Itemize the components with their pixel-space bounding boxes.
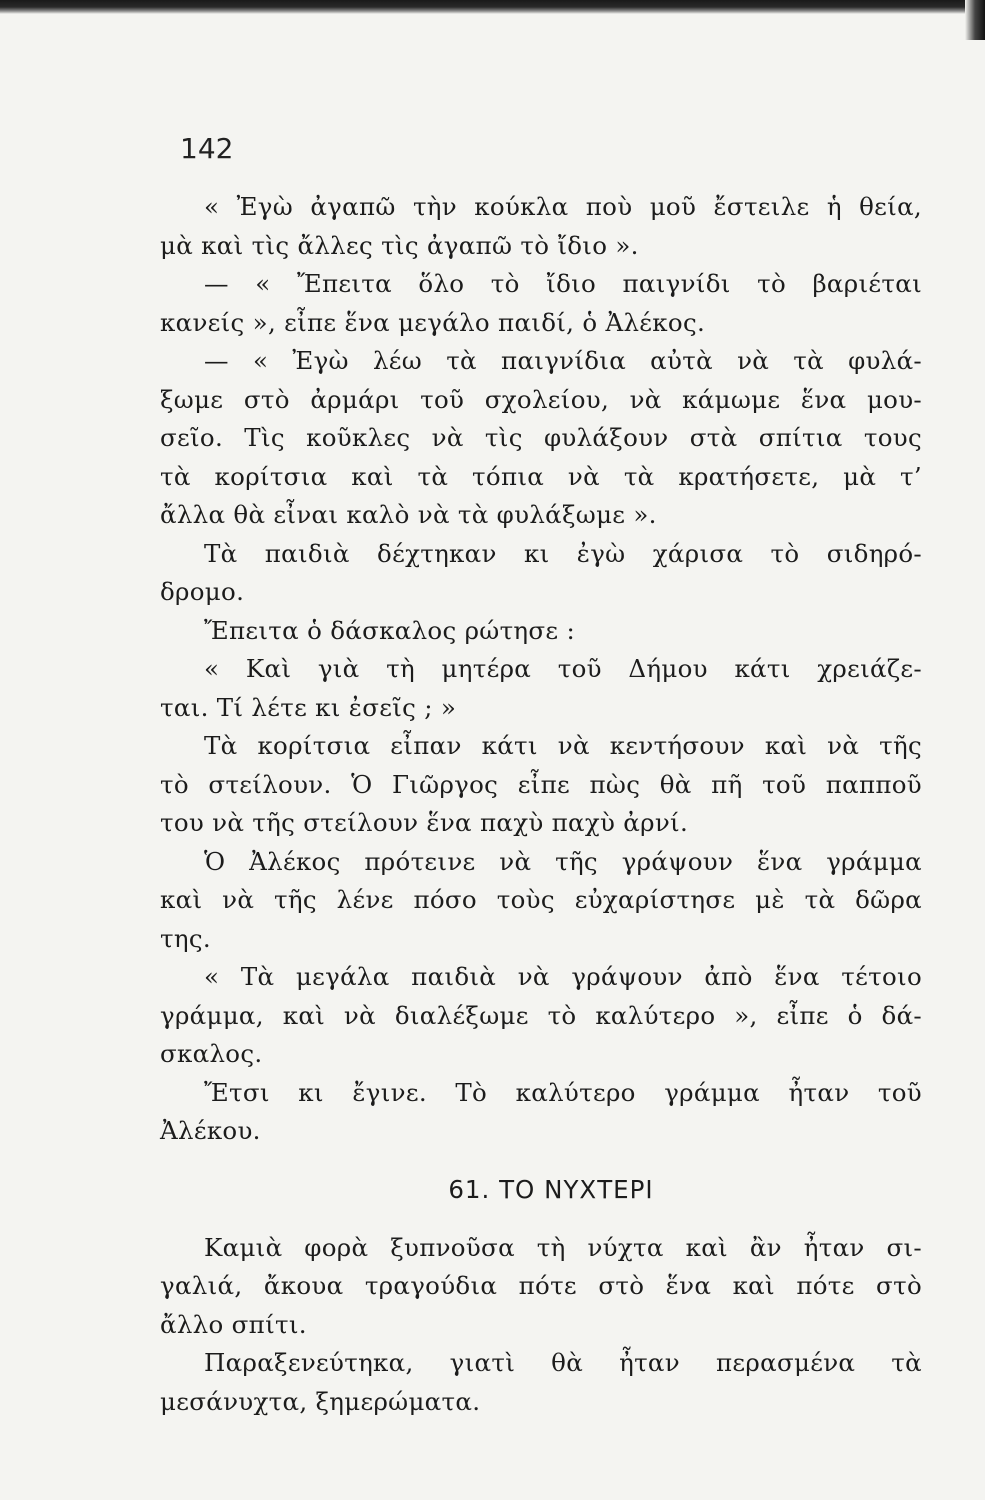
text-line: καὶ νὰ τῆς λένε πόσο τοὺς εὐχαρίστησε μὲ τὰ δῶρα — [160, 885, 922, 914]
text-line: γαλιά, ἄκουα τραγούδια πότε στὸ ἕνα καὶ πότε στὸ — [160, 1271, 922, 1300]
text-line: « Ἐγὼ ἀγαπῶ τὴν κούκλα ποὺ μοῦ ἔστειλε ἡ θεία, — [204, 192, 922, 221]
text-line: Ὁ Ἀλέκος πρότεινε νὰ τῆς γράψουν ἕνα γράμμα — [204, 846, 922, 876]
text-line: Ἀλέκου. — [160, 1116, 261, 1145]
text-line: ται. Τί λέτε κι ἐσεῖς ; » — [160, 692, 457, 722]
page-number: 142 — [180, 132, 234, 165]
text-line: σκαλος. — [160, 1039, 263, 1068]
text-line: Τὰ παιδιὰ δέχτηκαν κι ἐγὼ χάρισα τὸ σιδηρό- — [204, 538, 922, 568]
text-line: — « Ἔπειτα ὅλο τὸ ἴδιο παιγνίδι τὸ βαριέται — [204, 269, 922, 298]
chapter-body — [160, 1229, 922, 1422]
text-line: ἄλλο σπίτι. — [160, 1309, 307, 1339]
text-line: « Τὰ μεγάλα παιδιὰ νὰ γράψουν ἀπὸ ἕνα τέτοιο — [204, 962, 922, 991]
text-line: Ἔτσι κι ἔγινε. Τὸ καλύτερο γράμμα ἦταν τοῦ — [204, 1077, 922, 1107]
text-line: ξωμε στὸ ἀρμάρι τοῦ σχολείου, νὰ κάμωμε ἕνα μου- — [160, 384, 922, 414]
text-line: της. — [160, 923, 211, 953]
text-line: — « Ἐγὼ λέω τὰ παιγνίδια αὐτὰ νὰ τὰ φυλά- — [204, 346, 922, 375]
text-line: δρομο. — [160, 577, 245, 606]
text-line: « Καὶ γιὰ τὴ μητέρα τοῦ Δήμου κάτι χρειάζε- — [204, 654, 922, 683]
chapter-heading: 61. ΤΟ ΝΥΧΤΕΡΙ — [448, 1174, 654, 1204]
text-line: τὸ στείλουν. Ὁ Γιῶργος εἶπε πὼς θὰ πῆ τοῦ παπποῦ — [160, 769, 922, 799]
text-line: του νὰ τῆς στείλουν ἕνα παχὺ παχὺ ἀρνί. — [160, 808, 689, 837]
scan-corner-shadow — [965, 0, 985, 40]
page-body — [160, 188, 922, 1421]
text-line: γράμμα, καὶ νὰ διαλέξωμε τὸ καλύτερο », εἶπε ὁ δά- — [160, 1000, 922, 1030]
text-line: Παραξενεύτηκα, γιατὶ θὰ ἦταν περασμένα τὰ — [204, 1348, 922, 1377]
text-line: Τὰ κορίτσια εἶπαν κάτι νὰ κεντήσουν καὶ νὰ τῆς — [204, 731, 922, 760]
text-line: Καμιὰ φορὰ ξυπνοῦσα τὴ νύχτα καὶ ἂν ἦταν σι- — [204, 1232, 922, 1262]
text-line: ἄλλα θὰ εἶναι καλὸ νὰ τὰ φυλάξωμε ». — [160, 500, 657, 529]
text-line: σεῖο. Τὶς κοῦκλες νὰ τὶς φυλάξουν στὰ σπίτια τους — [160, 423, 922, 452]
text-line: κανείς », εἶπε ἕνα μεγάλο παιδί, ὁ Ἀλέκος. — [160, 307, 706, 337]
scan-top-edge — [0, 0, 985, 14]
text-line: Ἔπειτα ὁ δάσκαλος ρώτησε : — [204, 615, 576, 645]
text-line: μεσάνυχτα, ξημερώματα. — [160, 1386, 481, 1416]
text-line: τὰ κορίτσια καὶ τὰ τόπια νὰ τὰ κρατήσετε, μὰ τ’ — [160, 461, 922, 491]
story-continuation — [160, 188, 922, 1151]
text-line: μὰ καὶ τὶς ἄλλες τὶς ἀγαπῶ τὸ ἴδιο ». — [160, 230, 639, 260]
